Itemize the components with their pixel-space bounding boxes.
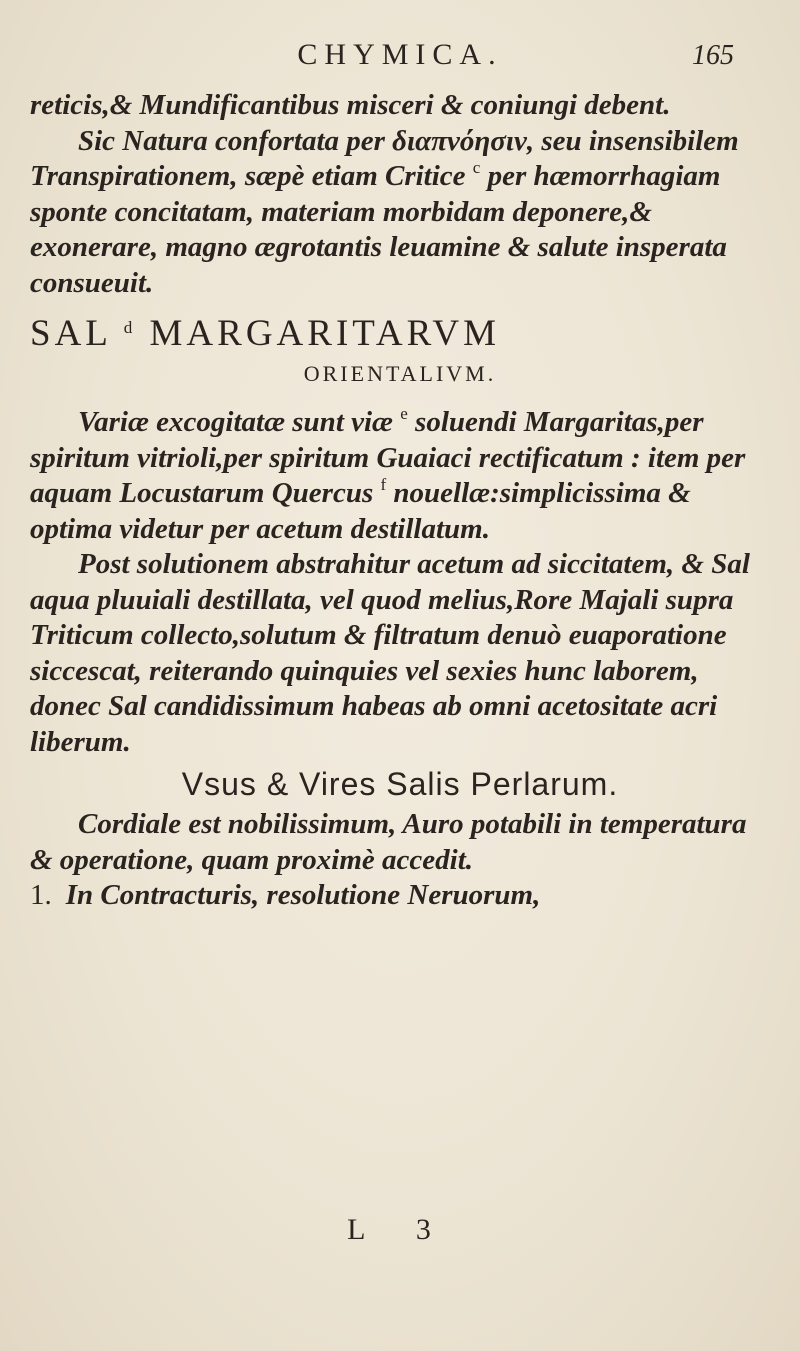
uses-heading: Vsus & Vires Salis Perlarum. bbox=[181, 766, 619, 802]
item-number: 1. bbox=[30, 879, 52, 911]
footnote-marker-c: c bbox=[472, 158, 481, 177]
paragraph-3-text-a: Variæ excogitatæ sunt viæ bbox=[78, 406, 401, 438]
paragraph-1: reticis,& Mundificantibus misceri & coniungi debent. bbox=[30, 89, 671, 121]
section-heading bbox=[30, 313, 770, 355]
paragraph-2-text-a: Sic Natura confortata per διαπνόησιν, seu insensibilem Transpirationem, sæpè etiam Critice bbox=[30, 124, 739, 192]
paragraph-2 bbox=[30, 124, 770, 302]
section-subheading: ORIENTALIVM. bbox=[303, 361, 497, 386]
page-number: 165 bbox=[692, 40, 734, 71]
paragraph-5: Cordiale est nobilissimum, Auro potabili in temperatura & operatione, quam proximè accedit. bbox=[30, 808, 747, 876]
section-heading-a: SAL bbox=[30, 313, 124, 354]
paragraph-2-text-b: per hæmorrhagiam sponte concitatam, materiam morbidam deponere,& exonerare, magno ægrotantis leuamine & salute insperata consueuit. bbox=[30, 160, 727, 299]
paragraph-6 bbox=[30, 878, 770, 914]
signature-mark: L 3 bbox=[347, 1213, 453, 1246]
paragraph-3-text-c: nouellæ:simplicissima & optima videtur per acetum destillatum. bbox=[30, 477, 691, 545]
footnote-marker-d: d bbox=[123, 318, 137, 337]
paragraph-6-text: In Contracturis, resolutione Neruorum, bbox=[65, 879, 541, 911]
running-head: CHYMICA. bbox=[297, 38, 503, 71]
page-text bbox=[30, 38, 770, 914]
paragraph-3 bbox=[30, 405, 770, 547]
paragraph-4: Post solutionem abstrahitur acetum ad siccitatem, & Sal aqua pluuiali destillata, vel quod melius,Rore Majali supra Triticum collecto,solutum & filtratum denuò euaporatione siccescat, reiterando quinquies vel sexies hunc laborem, donec Sal candidissimum habeas ab omni acetositate acri liberum. bbox=[30, 548, 750, 758]
paragraph-3-text-b: soluendi Margaritas,per spiritum vitrioli,per spiritum Guaiaci rectificatum : item per aquam Locustarum Quercus bbox=[30, 406, 746, 509]
footnote-marker-e: e bbox=[400, 404, 408, 423]
footnote-marker-f: f bbox=[380, 475, 387, 494]
section-heading-b: MARGARITARVM bbox=[136, 313, 500, 354]
page-header bbox=[30, 38, 770, 88]
